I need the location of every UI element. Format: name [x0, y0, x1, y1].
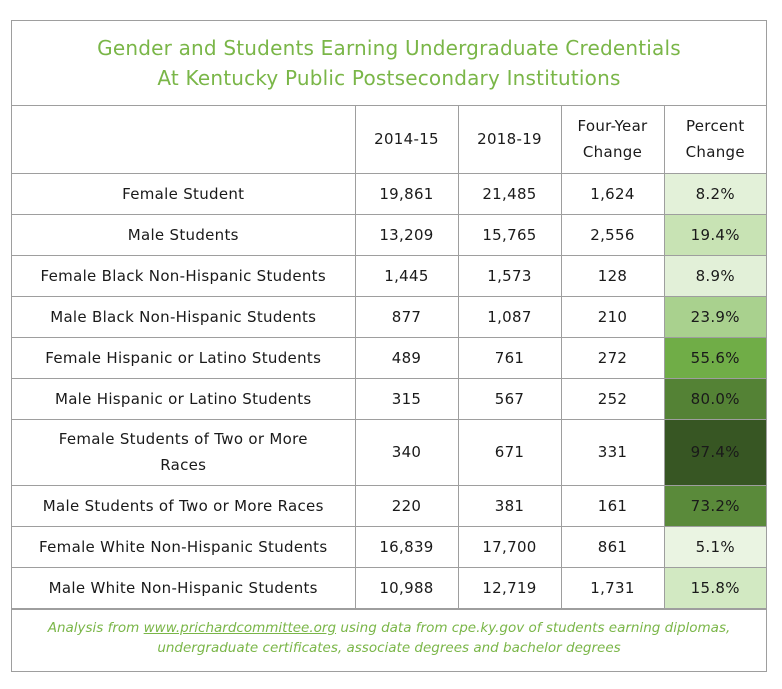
cell-2014-15: 877: [355, 296, 458, 337]
table-footer: [12, 609, 766, 666]
row-label: Female Hispanic or Latino Students: [12, 337, 355, 378]
cell-2014-15: 16,839: [355, 526, 458, 567]
cell-2018-19: 761: [458, 337, 561, 378]
cell-percent-change: 15.8%: [664, 567, 766, 608]
cell-2014-15: 489: [355, 337, 458, 378]
table-row: [12, 214, 766, 255]
cell-percent-change: 19.4%: [664, 214, 766, 255]
footer-line-1: [48, 618, 731, 638]
cell-four-year-change: 861: [561, 526, 664, 567]
table-row: [12, 378, 766, 419]
title-line-1: Gender and Students Earning Undergraduate Credentials: [97, 36, 681, 60]
table-row: [12, 337, 766, 378]
footer-link[interactable]: www.prichardcommittee.org: [143, 619, 337, 636]
cell-four-year-change: 272: [561, 337, 664, 378]
header-2014-15: 2014-15: [355, 106, 458, 173]
cell-percent-change: 97.4%: [664, 419, 766, 485]
row-label: Female Students of Two or More Races: [12, 419, 355, 485]
title-line-2: At Kentucky Public Postsecondary Institutions: [157, 66, 621, 90]
cell-percent-change: 80.0%: [664, 378, 766, 419]
cell-2018-19: 12,719: [458, 567, 561, 608]
row-label: Female White Non-Hispanic Students: [12, 526, 355, 567]
footer-line-2: undergraduate certificates, associate degrees and bachelor degrees: [157, 639, 621, 656]
header-2018-19: 2018-19: [458, 106, 561, 173]
cell-percent-change: 8.2%: [664, 173, 766, 214]
row-label: Male White Non-Hispanic Students: [12, 567, 355, 608]
table-title: [12, 21, 766, 106]
row-label: Male Hispanic or Latino Students: [12, 378, 355, 419]
table-row: [12, 173, 766, 214]
cell-2018-19: 671: [458, 419, 561, 485]
cell-four-year-change: 128: [561, 255, 664, 296]
row-label: Female Black Non-Hispanic Students: [12, 255, 355, 296]
cell-percent-change: 55.6%: [664, 337, 766, 378]
cell-2014-15: 13,209: [355, 214, 458, 255]
cell-four-year-change: 2,556: [561, 214, 664, 255]
cell-percent-change: 73.2%: [664, 485, 766, 526]
cell-2018-19: 567: [458, 378, 561, 419]
cell-four-year-change: 210: [561, 296, 664, 337]
header-four-year-change: Four-Year Change: [561, 106, 664, 173]
table-row: [12, 296, 766, 337]
header-label: [12, 106, 355, 173]
cell-2018-19: 15,765: [458, 214, 561, 255]
cell-2014-15: 340: [355, 419, 458, 485]
cell-four-year-change: 1,731: [561, 567, 664, 608]
table-row: [12, 419, 766, 485]
footer-prefix: Analysis from: [47, 619, 144, 636]
cell-2014-15: 10,988: [355, 567, 458, 608]
header-row: [12, 106, 766, 173]
table-row: [12, 255, 766, 296]
header-percent-change: Percent Change: [664, 106, 766, 173]
footer-suffix: using data from cpe.ky.gov of students earning diplomas,: [336, 619, 731, 636]
cell-2014-15: 1,445: [355, 255, 458, 296]
row-label: Male Students: [12, 214, 355, 255]
table-body: [12, 173, 766, 608]
table-row: [12, 567, 766, 608]
table-frame: [11, 20, 767, 672]
cell-four-year-change: 331: [561, 419, 664, 485]
cell-2018-19: 21,485: [458, 173, 561, 214]
cell-2018-19: 1,573: [458, 255, 561, 296]
cell-2018-19: 381: [458, 485, 561, 526]
cell-2014-15: 220: [355, 485, 458, 526]
row-label: Male Students of Two or More Races: [12, 485, 355, 526]
cell-percent-change: 23.9%: [664, 296, 766, 337]
cell-2014-15: 315: [355, 378, 458, 419]
cell-percent-change: 8.9%: [664, 255, 766, 296]
cell-four-year-change: 1,624: [561, 173, 664, 214]
cell-percent-change: 5.1%: [664, 526, 766, 567]
row-label: Male Black Non-Hispanic Students: [12, 296, 355, 337]
cell-four-year-change: 252: [561, 378, 664, 419]
cell-2018-19: 1,087: [458, 296, 561, 337]
row-label: Female Student: [12, 173, 355, 214]
cell-2018-19: 17,700: [458, 526, 561, 567]
cell-four-year-change: 161: [561, 485, 664, 526]
table-row: [12, 485, 766, 526]
cell-2014-15: 19,861: [355, 173, 458, 214]
data-table: [12, 106, 766, 609]
table-row: [12, 526, 766, 567]
